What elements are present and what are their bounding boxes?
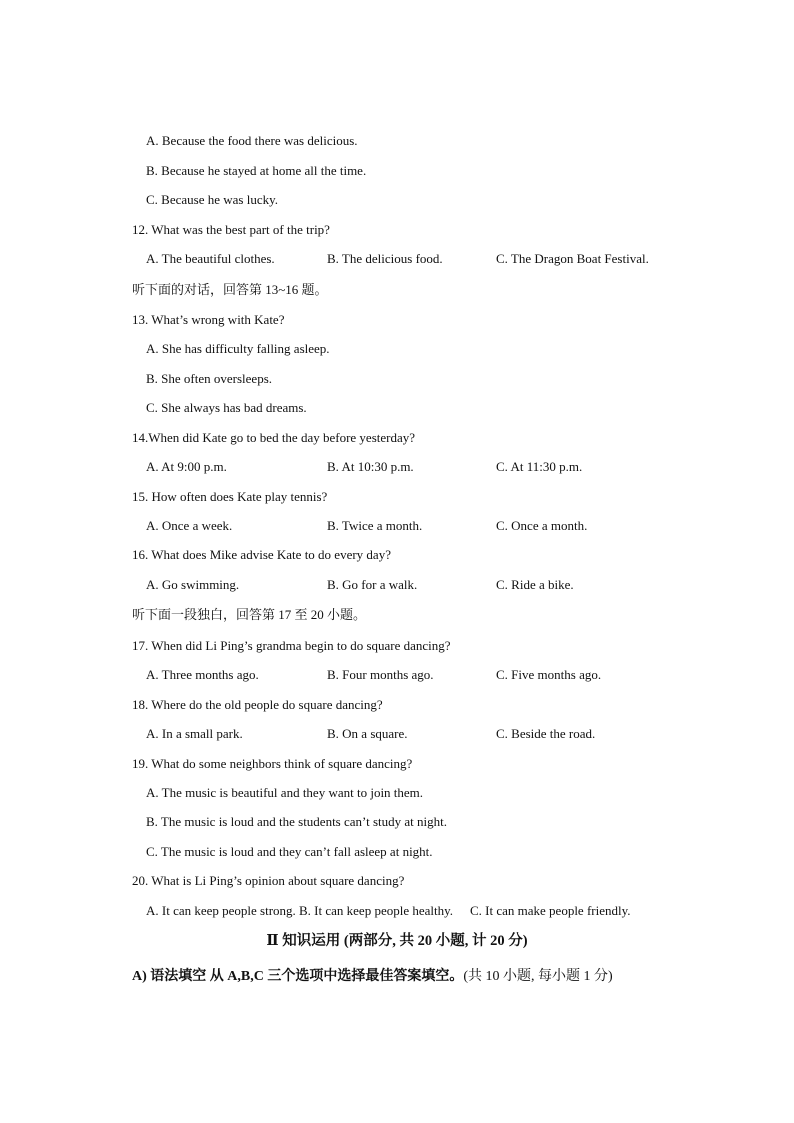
- q18-option-b: B. On a square.: [327, 726, 408, 741]
- section-a-label: A) 语法填空 从 A,B,C 三个选项中选择最佳答案填空。: [132, 969, 464, 984]
- section-ii-title: Ⅱ 知识运用 (两部分, 共 20 小题, 计 20 分): [266, 933, 528, 949]
- q20-stem: 20. What is Li Ping’s opinion about square dancing?: [132, 873, 405, 888]
- q13-option-b: B. She often oversleeps.: [146, 371, 273, 386]
- q11-option-c: C. Because he was lucky.: [146, 192, 279, 207]
- q12-option-a: A. The beautiful clothes.: [146, 251, 275, 266]
- q11-option-a: A. Because the food there was delicious.: [146, 133, 358, 148]
- section-a-heading: [132, 969, 613, 985]
- q16-option-b: B. Go for a walk.: [327, 577, 418, 592]
- q14-option-c: C. At 11:30 p.m.: [496, 459, 583, 474]
- q13-option-c: C. She always has bad dreams.: [146, 400, 307, 415]
- q19-option-b: B. The music is loud and the students can’t study at night.: [146, 814, 448, 829]
- q16-option-a: A. Go swimming.: [146, 577, 240, 592]
- q12-option-c: C. The Dragon Boat Festival.: [496, 251, 649, 266]
- section-a-note: (共 10 小题, 每小题 1 分): [463, 969, 613, 984]
- q15-option-c: C. Once a month.: [496, 518, 588, 533]
- q14-option-a: A. At 9:00 p.m.: [146, 459, 227, 474]
- q18-option-a: A. In a small park.: [146, 726, 243, 741]
- q12-stem: 12. What was the best part of the trip?: [132, 222, 330, 237]
- q20-option-c: C. It can make people friendly.: [470, 903, 631, 918]
- q13-stem: 13. What’s wrong with Kate?: [132, 312, 285, 327]
- q20-option-b: B. It can keep people healthy.: [299, 903, 454, 918]
- q14-stem: 14.When did Kate go to bed the day before yesterday?: [132, 430, 416, 445]
- q14-option-b: B. At 10:30 p.m.: [327, 459, 414, 474]
- instruction-13-16: 听下面的对话，回答第 13~16 题。: [132, 282, 328, 297]
- q17-option-b: B. Four months ago.: [327, 667, 434, 682]
- q20-option-a: A. It can keep people strong.: [146, 903, 296, 918]
- q17-option-a: A. Three months ago.: [146, 667, 259, 682]
- q16-stem: 16. What does Mike advise Kate to do every day?: [132, 547, 391, 562]
- instruction-17-20: 听下面一段独白，回答第 17 至 20 小题。: [132, 607, 367, 622]
- q11-option-b: B. Because he stayed at home all the time.: [146, 163, 367, 178]
- q13-option-a: A. She has difficulty falling asleep.: [146, 341, 330, 356]
- q17-stem: 17. When did Li Ping’s grandma begin to do square dancing?: [132, 638, 451, 653]
- q15-option-a: A. Once a week.: [146, 518, 233, 533]
- q15-option-b: B. Twice a month.: [327, 518, 423, 533]
- q15-stem: 15. How often does Kate play tennis?: [132, 489, 328, 504]
- q16-option-c: C. Ride a bike.: [496, 577, 574, 592]
- q19-stem: 19. What do some neighbors think of square dancing?: [132, 756, 413, 771]
- q19-option-c: C. The music is loud and they can’t fall asleep at night.: [146, 844, 433, 859]
- q12-option-b: B. The delicious food.: [327, 251, 443, 266]
- q19-option-a: A. The music is beautiful and they want to join them.: [146, 785, 424, 800]
- q17-option-c: C. Five months ago.: [496, 667, 602, 682]
- q18-stem: 18. Where do the old people do square dancing?: [132, 697, 383, 712]
- q18-option-c: C. Beside the road.: [496, 726, 596, 741]
